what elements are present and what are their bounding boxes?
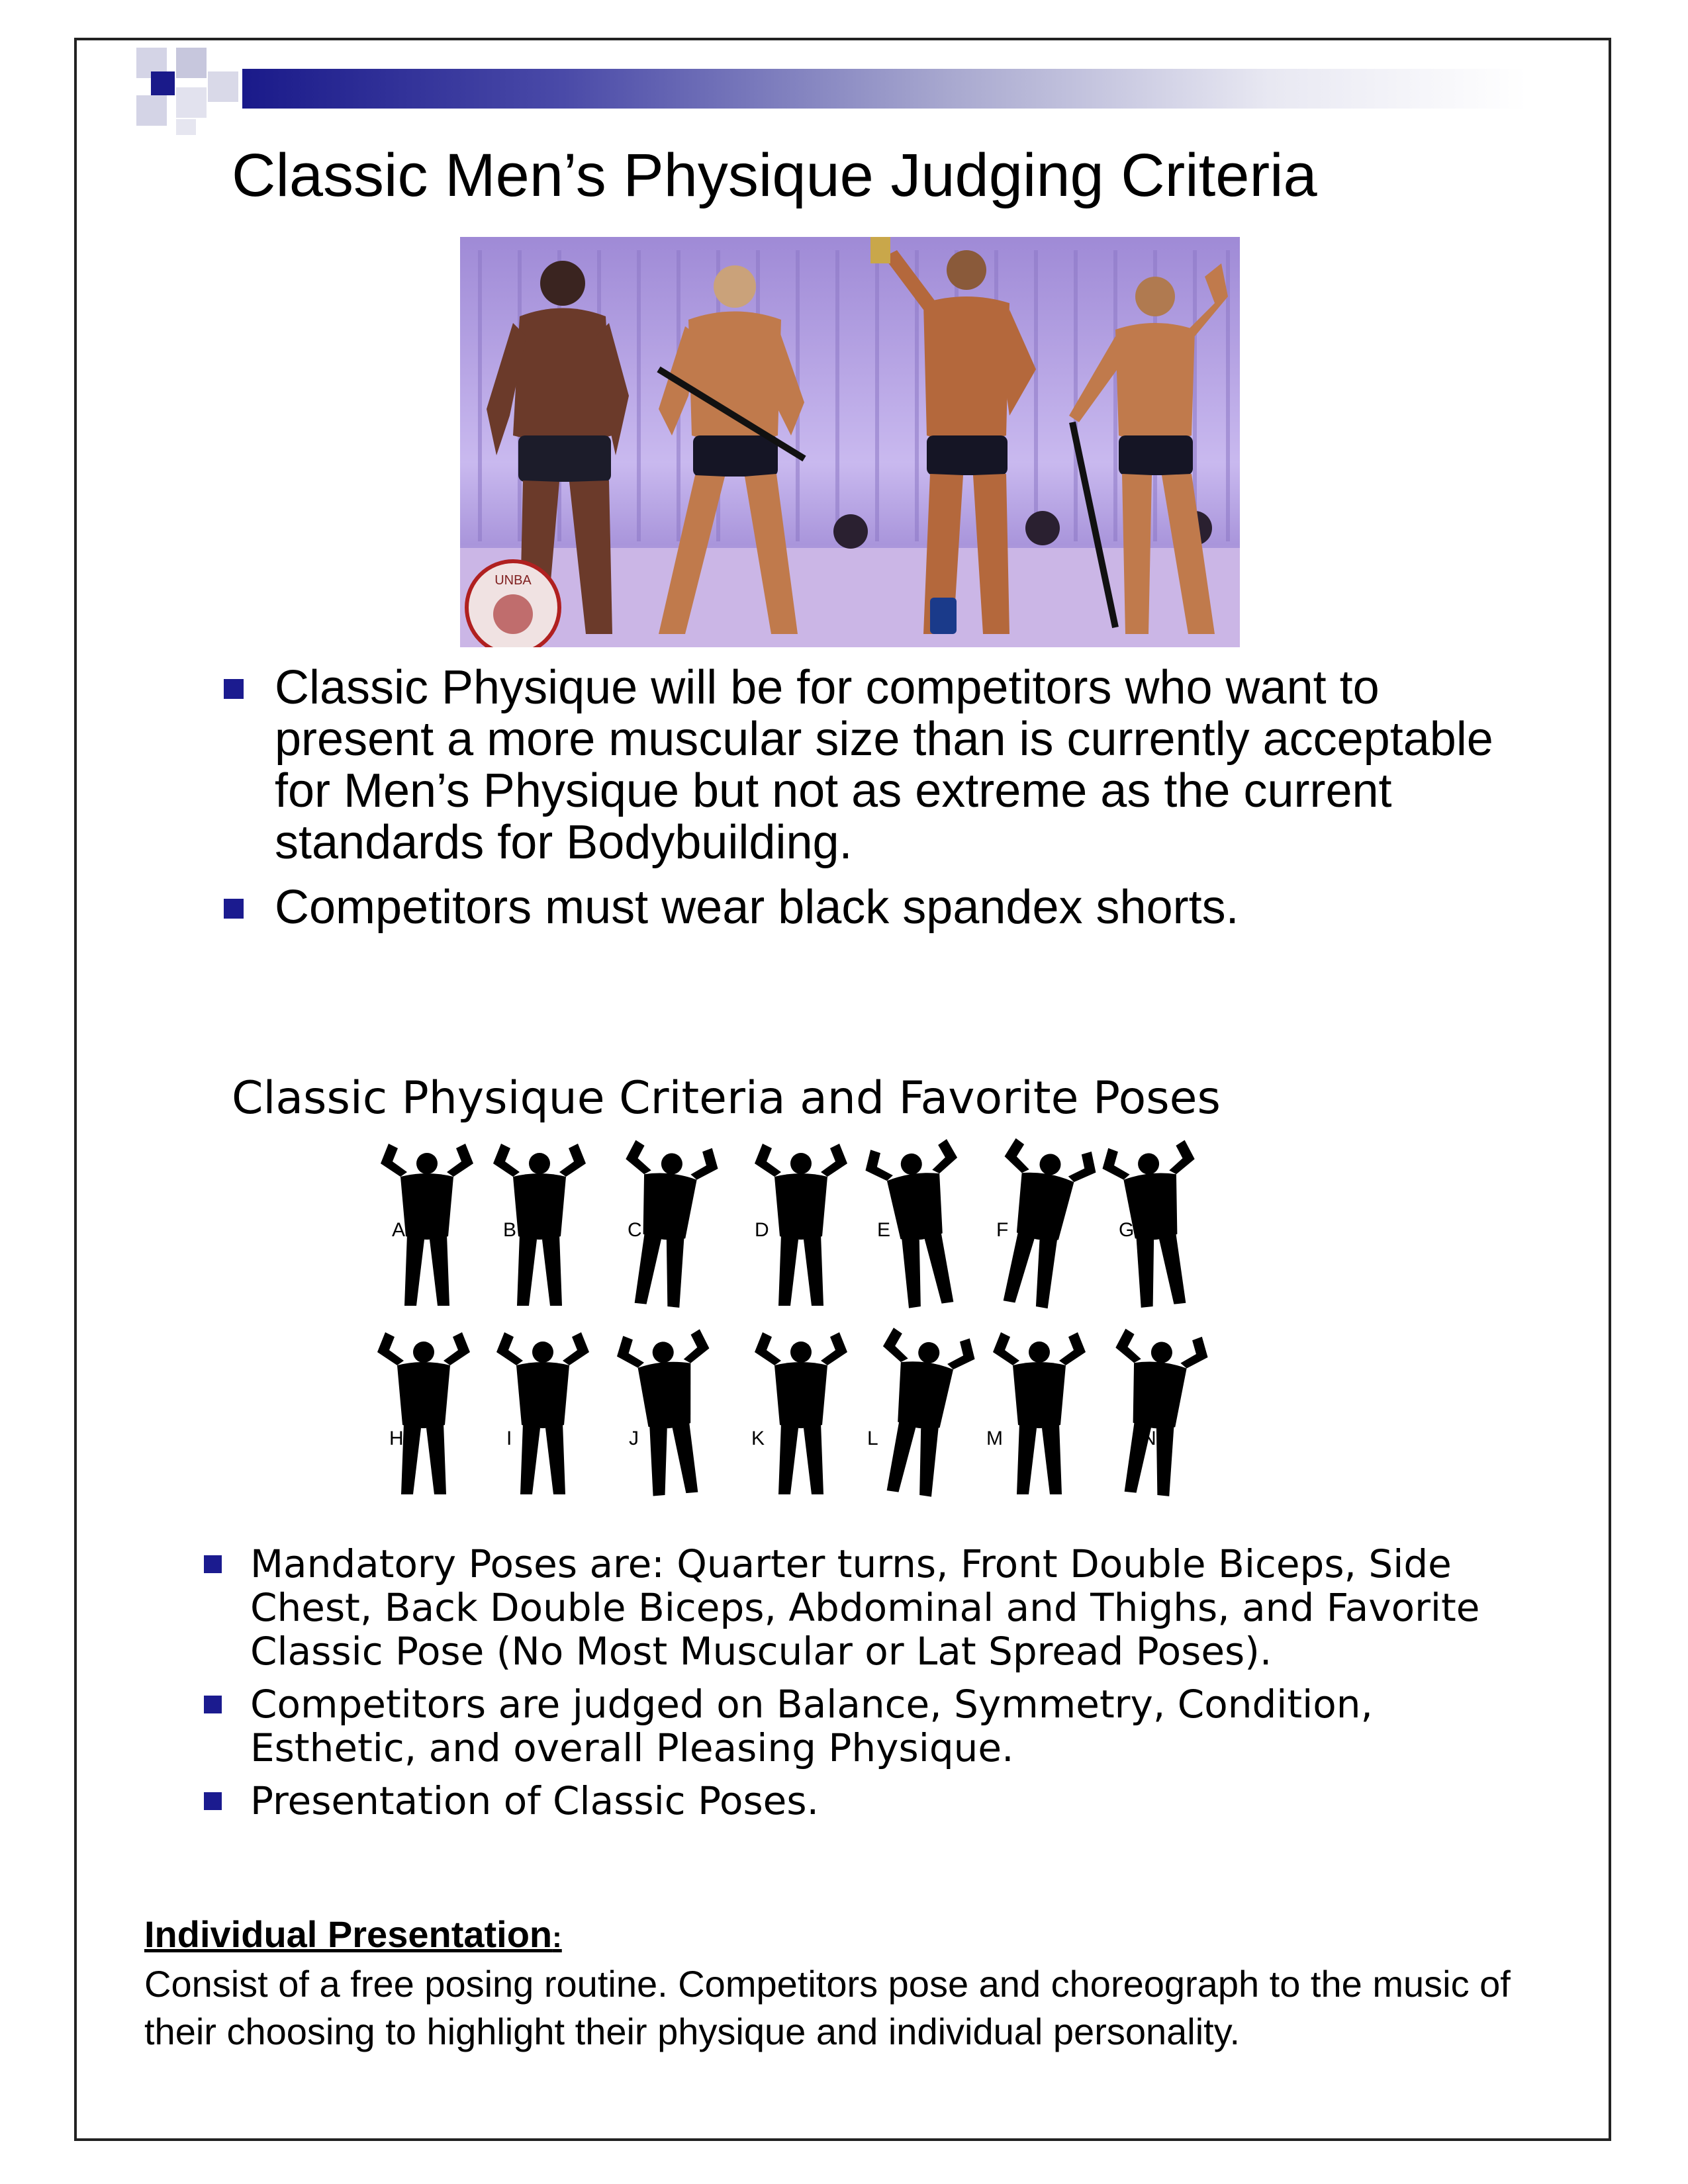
bullet-text: Competitors must wear black spandex shorts. [275, 881, 1239, 934]
list-item [199, 1779, 1523, 1823]
header-square [208, 71, 238, 102]
bullet-text: Classic Physique will be for competitors who want to present a more muscular size than is currently acceptable for Men’s Physique but not as extreme as the current standards for Bodybuilding. [275, 661, 1493, 869]
pose-label: N [1142, 1428, 1156, 1449]
main-bullet-list [218, 662, 1509, 946]
pose-label: I [506, 1428, 512, 1449]
heading-text: Individual Presentation [144, 1913, 553, 1955]
header-square [136, 95, 167, 126]
pose-label: L [867, 1428, 878, 1449]
bullet-text: Competitors are judged on Balance, Symmetry, Condition, Esthetic, and overall Pleasing Physique. [250, 1682, 1373, 1770]
bullet-square-icon [204, 1696, 222, 1713]
pose-label: F [996, 1219, 1009, 1241]
header-square [151, 71, 175, 95]
pose-label: K [751, 1428, 765, 1449]
poses-section-title: Classic Physique Criteria and Favorite Poses [232, 1072, 1221, 1124]
bullet-text: Mandatory Poses are: Quarter turns, Front Double Biceps, Side Chest, Back Double Biceps, Abdominal and Thighs, and Favorite Classic Pose (No Most Muscular or Lat Spread Poses). [250, 1541, 1480, 1674]
pose-label: C [628, 1219, 642, 1241]
bullet-square-icon [204, 1792, 222, 1810]
criteria-bullet-list [199, 1542, 1523, 1832]
list-item [218, 882, 1509, 933]
individual-presentation-heading [144, 1913, 562, 1960]
list-item [199, 1682, 1523, 1770]
pose-label: G [1119, 1219, 1135, 1241]
unba-logo-text: UNBA [494, 573, 532, 588]
pose-label: B [503, 1219, 517, 1241]
pose-label: A [392, 1219, 406, 1241]
header-square [176, 87, 207, 118]
bullet-square-icon [204, 1555, 222, 1573]
heading-colon: : [552, 1921, 562, 1954]
bullet-square-icon [224, 899, 244, 919]
list-item [199, 1542, 1523, 1673]
header-square [176, 48, 207, 78]
header-square [176, 119, 196, 135]
pose-label: M [986, 1428, 1003, 1449]
slide-title: Classic Men’s Physique Judging Criteria [232, 142, 1317, 209]
bullet-square-icon [224, 679, 244, 699]
competitors-photo [460, 237, 1240, 647]
list-item [218, 662, 1509, 868]
individual-presentation-body: Consist of a free posing routine. Competitors pose and choreograph to the music of their choosing to highlight their physique and individual personality. [144, 1963, 1511, 2052]
poses-silhouette-grid [377, 1137, 1258, 1521]
header-gradient-bar [242, 69, 1526, 109]
pose-label: H [389, 1428, 404, 1449]
header-decoration [136, 48, 1526, 135]
bullet-text: Presentation of Classic Poses. [250, 1778, 820, 1823]
pose-label: D [755, 1219, 769, 1241]
pose-label: J [629, 1428, 639, 1449]
pose-label: E [877, 1219, 891, 1241]
